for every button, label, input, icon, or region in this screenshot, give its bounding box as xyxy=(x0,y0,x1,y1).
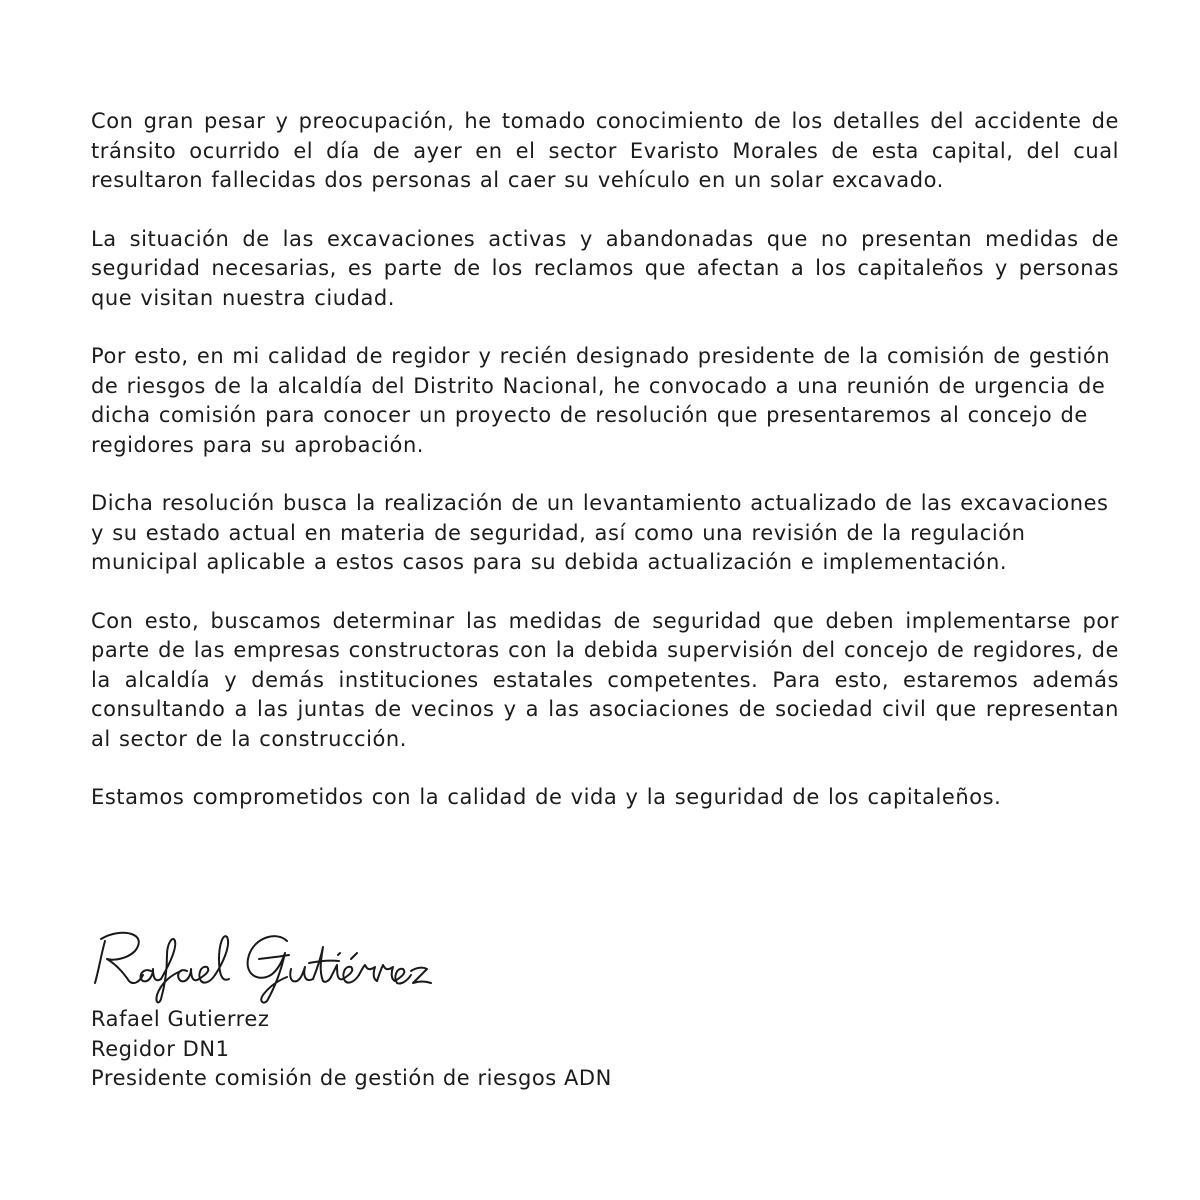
signer-position: Presidente comisión de gestión de riesgos ADN xyxy=(91,1066,612,1090)
signature-block xyxy=(91,925,691,1094)
paragraph-accident: Con gran pesar y preocupación, he tomado conocimiento de los detalles del accidente de tránsito ocurrido el día de ayer en el sector Evaristo Morales de esta capital, del cual resultaron fallecidas dos personas al caer su vehículo en un solar excavado. xyxy=(91,109,1119,192)
paragraph-excavations: La situación de las excavaciones activas y abandonadas que no presentan medidas de seguridad necesarias, es parte de los reclamos que afectan a los capitaleños y personas que visitan nuestra ciudad. xyxy=(91,226,1119,310)
handwritten-signature xyxy=(91,925,436,1005)
signer-role: Regidor DN1 xyxy=(91,1036,230,1061)
paragraph-commission: Por esto, en mi calidad de regidor y recién designado presidente de la comisión de gestión de riesgos de la alcaldía del Distrito Nacional, he convocado a una reunión de urgencia de dicha comisión para conocer un proyecto de resolución que presentaremos al concejo de regidores para su aprobación. xyxy=(91,344,1111,457)
signature-text xyxy=(91,1005,691,1094)
paragraph-measures: Con esto, buscamos determinar las medidas de seguridad que deben implementarse por parte de las empresas constructoras con la debida supervisión del concejo de regidores, de la alcaldía y demás instituciones estatales competentes. Para esto, estaremos además consultando a las juntas de vecinos y a las asociaciones de sociedad civil que representan al sector de la construcción. xyxy=(91,608,1119,751)
letter-body xyxy=(91,107,1119,842)
paragraph-commitment: Estamos comprometidos con la calidad de vida y la seguridad de los capitaleños. xyxy=(91,785,1002,809)
paragraph-resolution: Dicha resolución busca la realización de un levantamiento actualizado de las excavaciones y su estado actual en materia de seguridad, así como una revisión de la regulación municipal aplicable a estos casos para su debida actualización e implementación. xyxy=(91,491,1109,574)
signer-name: Rafael Gutierrez xyxy=(91,1007,270,1031)
